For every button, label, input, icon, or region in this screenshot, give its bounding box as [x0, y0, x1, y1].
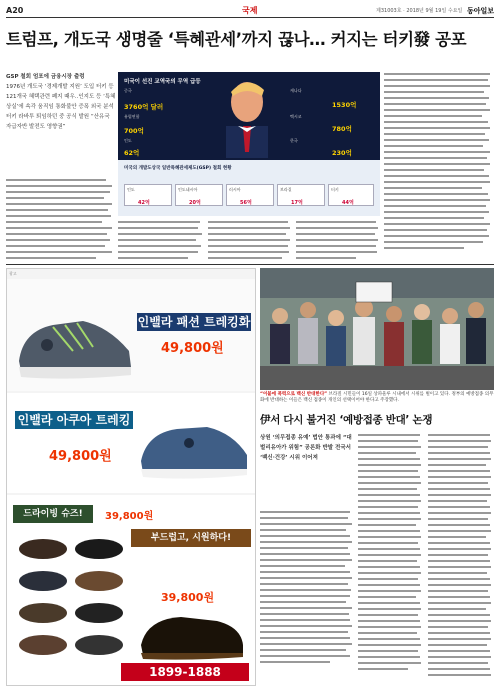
section-divider [6, 264, 494, 265]
info-left-label-1: 유럽연합 [124, 114, 140, 119]
trade-infographic [118, 72, 380, 216]
ad-panel-middle [7, 393, 256, 493]
ad-banner-2: 인밸라 아쿠아 트레킹화 [15, 411, 133, 429]
gsp-band-title: 미국의 개발도상국 일반특혜관세제도(GSP) 철회 현황 [124, 166, 232, 171]
info-left-label-2: 인도 [124, 138, 132, 143]
gsp-cell-0: 인도 [124, 184, 172, 206]
info-right-label-1: 멕시코 [290, 114, 302, 119]
info-right-label-0: 캐나다 [290, 88, 302, 93]
photo-caption [260, 392, 494, 404]
article-column-3 [208, 220, 292, 262]
sneaker-image-2 [137, 403, 251, 487]
article-column-1 [6, 178, 116, 262]
ad-banner-4: 부드럽고, 시원하다! [131, 529, 251, 547]
shoe-advertisement[interactable] [6, 268, 256, 686]
section-label: 국제 [242, 6, 258, 15]
edition-info: 제31003호 · 2018년 9월 19일 수요일 [376, 8, 463, 14]
protest-photo-image [260, 268, 494, 390]
gsp-value-4: 44억 [342, 200, 354, 206]
ad-badge: 광고 [9, 271, 17, 276]
gsp-value-0: 42억 [138, 200, 150, 206]
dress-shoe-image [137, 605, 247, 661]
lead-title: GSP 철회 엄포에 금융시장 출렁 [6, 74, 85, 80]
info-right-value-1: 780억 [332, 125, 352, 133]
info-right-value-2: 230억 [332, 149, 352, 157]
article2-column-2 [358, 433, 424, 677]
info-left-value-2: 62억 [124, 149, 140, 157]
article-column-2 [118, 220, 204, 262]
gsp-cell-2: 러시아 [226, 184, 274, 206]
ad-banner-3: 드라이빙 슈즈! [13, 505, 93, 523]
sneaker-image-1 [13, 291, 137, 387]
gsp-cell-1: 인도네시아 [175, 184, 223, 206]
gsp-cell-4: 터키 [328, 184, 374, 206]
infographic-title: 미국이 선진 교역국의 무역 급등 [124, 79, 201, 85]
ad-panel-top [7, 279, 256, 391]
main-headline: 트럼프, 개도국 생명줄 ‘특혜관세’까지 끊나… 커지는 터키發 공포 [6, 30, 467, 49]
ad-panel-bottom [7, 495, 256, 686]
info-left-value-0: 3760억 달러 [124, 103, 164, 111]
protest-photo [260, 268, 494, 390]
gsp-value-3: 17억 [291, 200, 303, 206]
lead-block [6, 72, 116, 132]
ad-price-4: 39,800원 [161, 591, 215, 604]
ad-price-3: 39,800원 [105, 511, 154, 522]
info-right-value-0: 1530억 [332, 101, 357, 109]
article-column-4 [296, 220, 380, 262]
lead-body: 1976년 개도국 ‘경제개발 지원’ 도입 터키 등 121개국 혜택관련 폐지 때우..인지도 등 ‘특혜 상실’에 속각 움직임 통화불안 증폭 외국 분석 터키 라바투 퇴임하던 중 공식 발원 “산유국 자급자반 발전도 영향권” [6, 84, 116, 130]
paper-logo: 동아일보 [466, 7, 494, 15]
gsp-value-2: 56억 [240, 200, 252, 206]
info-right-label-2: 한국 [290, 138, 298, 143]
gsp-cell-3: 브라질 [277, 184, 325, 206]
ad-price-1: 49,800원 [161, 341, 224, 356]
loafer-images [13, 529, 129, 659]
ad-phone-number[interactable]: 1899-1888 [121, 663, 249, 681]
article2-subheads: 상원 ‘의무접종 유예’ 법안 통과에 “대벌리유아가 위험” 공론화 반발 전국서 ‘백신·건강’ 시위 이어져 [260, 435, 352, 461]
page-header [6, 4, 494, 18]
info-left-label-0: 중국 [124, 88, 132, 93]
ad-banner-1: 인밸라 패션 트레킹화 [137, 315, 251, 329]
article2-column-1 [260, 510, 354, 676]
gsp-value-1: 20억 [189, 200, 201, 206]
photo-caption-body: 브라질 시민들이 16일 상파울루 시내에서 시위를 벌이고 있다. 정부의 예방접종 의무화에 반대하는 이들은 백신 접종이 개인의 선택이어야 한다고 주장했다. [260, 392, 494, 403]
trump-photo [216, 72, 278, 158]
article2-headline: 伊서 다시 불거진 ‘예방접종 반대’ 논쟁 [260, 414, 433, 426]
article2-column-3 [428, 433, 494, 677]
page-number: A20 [6, 6, 24, 15]
article-column-5 [384, 72, 494, 258]
photo-caption-title: “이불에 폭력으로 백신 반대한다” [260, 392, 328, 397]
info-left-value-1: 700억 [124, 127, 144, 135]
ad-price-2: 49,800원 [49, 449, 112, 464]
